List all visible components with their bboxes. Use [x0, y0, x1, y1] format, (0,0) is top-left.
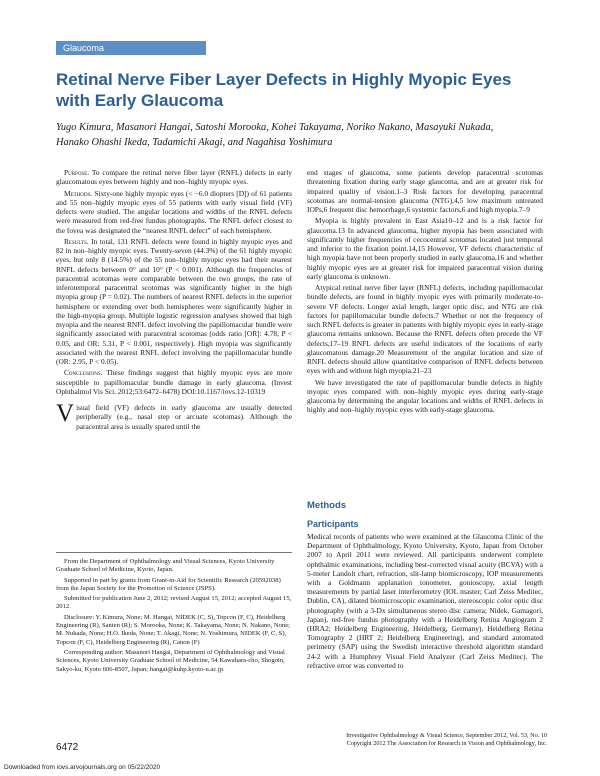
participants-heading: Participants — [307, 519, 359, 529]
abstract-purpose — [56, 168, 292, 187]
abstract — [56, 168, 292, 433]
journal-issue-line: Investigative Ophthalmology & Visual Science, September 2012, Vol. 53, No. 10 — [346, 732, 547, 739]
abstract-results — [56, 237, 292, 367]
intro-paragraph-4: We have investigated the rate of papillomacular bundle defects in highly myopic eyes compared with non–highly myopic eyes during early-stage glaucoma by determining the angular locations and widths of RNFL defects in highly and non–highly myopic eyes with early-stage glaucoma. — [307, 377, 543, 415]
results-label: Results. — [64, 236, 89, 246]
funding-note: Supported in part by grants from Grant-in-Aid for Scientific Research (20592038) from the Japan Society for the Promotion of Science (JSPS). — [56, 576, 281, 592]
section-tag: Glaucoma — [56, 41, 206, 55]
introduction-continued — [307, 168, 543, 417]
methods-heading: Methods — [307, 500, 347, 511]
intro-paragraph-1: end stages of glaucoma, some patients develop paracentral scotomas threatening fixation during early stage glaucoma, and are at greater risk for impaired quality of vision.1–3 Risk factors for developing paracentral scotomas are normal-tension glaucoma (NTG),4,5 low maximum untreated IOPs,6 frequent disc hemorrhage,6 systemic factors,6 and high myopia.7–9 — [307, 168, 543, 214]
intro-text-left: isual field (VF) defects in early glaucoma are usually detected peripherally (e.g., nasal step or arcuate scotomas). Although the paracentral area is usually spared until the — [76, 403, 292, 431]
methods-label: Methods. — [64, 188, 93, 198]
methods-text: Sixty-one highly myopic eyes (< −6.0 diopters [D]) of 61 patients and 55 non–highly myopic eyes of 55 patients with early visual field (VF) defects were studied. The angular locations and widths of the RNFL defects were measured from red-free fundus photographs. The RNFL defect closest to the fovea was designated the “nearest RNFL defect” of each hemisphere. — [56, 188, 292, 235]
drop-cap: V — [56, 400, 75, 427]
conclusions-text: These findings suggest that highly myopic eyes are more susceptible to papillomacular bundle damage in early glaucoma. — [56, 368, 292, 387]
submission-note: Submitted for publication June 2, 2012; revised August 15, 2012; accepted August 15, 2012. — [56, 595, 292, 611]
conclusions-label: Conclusions. — [64, 368, 103, 378]
page-number: 6472 — [56, 742, 79, 753]
correspondence-note: Corresponding author: Masanori Hangai, Department of Ophthalmology and Visual Sciences, Kyoto University Graduate School of Medicine, 54 Kawahara-cho, Shogoin, Sakyo-ku, Kyoto 606-8507, Japan; hangai@kuhp.kyoto-u.ac.jp. — [56, 648, 285, 673]
copyright-line: Copyright 2012 The Association for Research in Vision and Ophthalmology, Inc. — [346, 740, 547, 747]
citation: (Invest Ophthalmol Vis Sci. 2012;53:6472–6478) DOI:10.1167/iovs.12-10319 — [56, 377, 292, 396]
purpose-label: Purpose. — [64, 168, 90, 177]
participants-text: Medical records of patients who were examined at the Glaucoma Clinic of the Department of Ophthalmology, Kyoto University, Kyoto, Japan from October 2007 to April 2011 were reviewed. All participants underwent complete ophthalmic examinations, including best-corrected visual acuity (BCVA) with a 5-meter Landolt chart, refraction, slit-lamp biomicroscopy, IOP measurements with a Goldmann applanation tonometer, gonioscopy, axial length measurements by partial laser interferometry (IOL master; Carl Zeiss Meditec, Dublin, CA), dilated biomicroscopic examination, stereoscopic color optic disc photography (with a 3-Dx simultaneous stereo disc camera; Nidek, Gamagori, Japan), red-free fundus photography with a Heidelberg Retina Angiogram 2 (HRA2; Heidelberg Engineering, Heidelberg, Germany), Heidelberg Retina Tomography 2 (HRT 2; Heidelberg Engineering), and standard automated perimetry (SAP) using the Swedish interactive threshold algorithm standard 24-2 with a Humphrey Visual Field Analyzer (Carl Zeiss Meditec). The refractive error was converted to — [307, 532, 543, 670]
abstract-methods — [56, 189, 292, 235]
download-note: Downloaded from iovs.arvojournals.org on 05/22/2020 — [4, 764, 161, 771]
footnotes — [56, 558, 292, 676]
results-text: In total, 131 RNFL defects were found in highly myopic eyes and 82 in non–highly myopic eyes. Twenty-seven (44.3%) of the 61 highly myopic eyes, but only 8 (14.5%) of the 55 non–highly myopic eyes had their nearest RNFL defects between 0° and 10° (P < 0.001). Although the frequencies of paracentral scotomas were comparable between the two groups, the rate of inferotemporal paracentral scotomas was significantly higher in the high myopia group (P = 0.02). The numbers of nearest RNFL defects in the superior hemisphere or extending over both hemispheres were significantly higher in the high-myopia group. Multiple logistic regression analyses showed that high myopia and the nearest RNFL defect involving the papillomacular bundle were significantly associated with paracentral scotomas (odds ratio [OR]: 4.78, P < 0.05, and OR: 5.31, P < 0.001, respectively). High myopia was significantly associated with the nearest RNFL defect involving the papillomacular bundle (OR: 2.95, P < 0.05). — [56, 236, 292, 366]
intro-paragraph — [56, 400, 292, 431]
intro-paragraph-2: Myopia is highly prevalent in East Asia10–12 and is a risk factor for glaucoma.13 In advanced glaucoma, higher myopia has been associated with significantly higher frequencies of cecocentral scotomas located just temporal and inferior to the fixation point.14,15 However, VF defects characteristic of high myopia have not been properly studied in early glaucoma,16 and whether highly myopic eyes are at greater risk for impaired paracentral vision during early glaucoma is unknown. — [307, 216, 543, 281]
abstract-conclusions — [56, 368, 292, 396]
article-title: Retinal Nerve Fiber Layer Defects in Highly Myopic Eyes with Early Glaucoma — [56, 70, 512, 110]
purpose-text: To compare the retinal nerve fiber layer (RNFL) defects in early glaucomatous eyes between highly and non–highly myopic eyes. — [56, 168, 292, 187]
footnote-divider — [56, 552, 292, 553]
author-list: Yugo Kimura, Masanori Hangai, Satoshi Morooka, Kohei Takayama, Noriko Nakano, Masayuki Nukada, Hanako Ohashi Ikeda, Tadamichi Akagi, and Nagahisa Yoshimura — [56, 122, 494, 148]
disclosure-note: Disclosure: Y. Kimura, None; M. Hangai, NIDEK (C, S), Topcon (F, C), Heidelberg Engineering (R), Santen (R); S. Morooka, None; K. Takayama, None; N. Nakano, None; M. Nukada, None; H.O. Ikeda, None; T. Akagi, None; N. Yoshimura, NIDEK (F, C, S), Topcon (F, C), Heidelberg Engineering (R), Canon (F) — [56, 613, 290, 646]
affiliation-note: From the Department of Ophthalmology and Visual Sciences, Kyoto University Graduate School of Medicine, Kyoto, Japan. — [56, 558, 275, 574]
journal-footer — [307, 732, 547, 748]
intro-paragraph-3: Atypical retinal nerve fiber layer (RNFL) defects, including papillomacular bundle defects, are found in highly myopic eyes with primarily moderate-to-severe VF defects. Longer axial length, larger optic disc, and NTG are risk factors for papillomacular bundle defects.7 Whether or not the frequency of such RNFL defects is greater in patients with highly myopic eyes in early-stage glaucoma remains unknown. Because the RNFL defects often precede the VF defects,17–19 RNFL defects are useful indicators of the locations of early glaucomatous damage.20 Measurement of the angular location and size of RNFL defects should allow quantitative comparison of RNFL defects between eyes with and without high myopia.21–23 — [307, 283, 543, 376]
